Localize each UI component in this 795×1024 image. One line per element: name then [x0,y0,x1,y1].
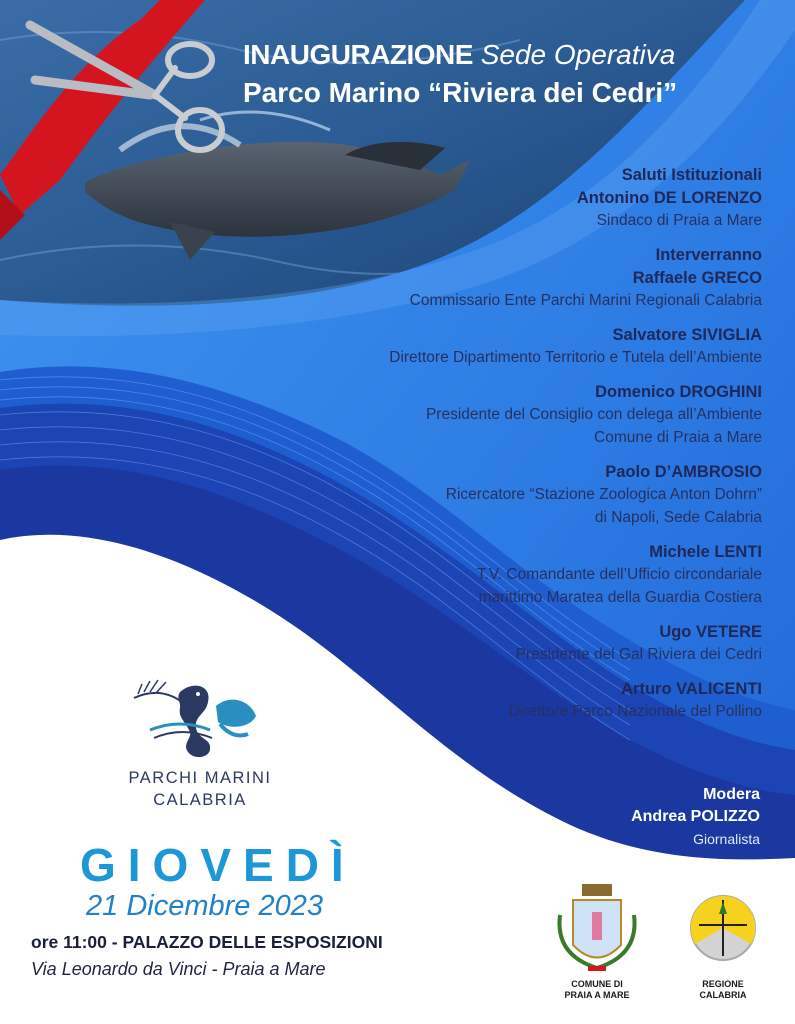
moderator-role: Giornalista [693,831,760,847]
speaker-role: Direttore Parco Nazionale del Pollino [508,703,762,720]
time-separator: - [106,932,123,952]
section-label: Interverranno [655,246,762,264]
event-day: GIOVEDÌ [80,839,356,891]
logo-text [100,767,300,811]
speaker-group [282,324,762,369]
speaker-group [282,244,762,312]
speaker-role: di Napoli, Sede Calabria [594,509,762,526]
comune-label [552,979,642,1001]
speaker-name: Antonino DE LORENZO [576,189,762,207]
speaker-name: Arturo VALICENTI [621,680,762,698]
speaker-role: Presidente del Gal Riviera dei Cedri [515,646,762,663]
logo-line-1: PARCHI MARINI [128,769,272,787]
regione-crest-icon [691,896,756,960]
regione-label-line-1: REGIONE [702,979,744,989]
regione-label-line-2: CALABRIA [699,990,747,1000]
moderator-block [460,784,760,850]
moderator-label: Modera [703,786,760,803]
title-bold: INAUGURAZIONE [243,39,473,70]
speaker-role: Direttore Dipartimento Territorio e Tutela dell’Ambiente [389,349,762,366]
title-italic: Sede Operativa [480,39,676,70]
speaker-group [282,164,762,232]
speaker-name: Ugo VETERE [659,623,762,641]
section-label: Saluti Istituzionali [621,166,762,184]
speaker-name: Raffaele GRECO [632,269,762,287]
speaker-group [282,678,762,723]
event-time: ore 11:00 [31,932,107,952]
speaker-group [282,381,762,449]
speaker-group [282,621,762,666]
page-subtitle: Parco Marino “Riviera dei Cedri” [243,77,678,108]
speaker-list [282,164,762,735]
speaker-role: T.V. Comandante dell’Ufficio circondariale [476,566,762,583]
speaker-role: Comune di Praia a Mare [594,429,762,446]
moderator-name: Andrea POLIZZO [631,808,760,825]
speaker-role: Commissario Ente Parchi Marini Regionali Calabria [409,292,762,309]
seahorse-logo-icon [120,672,280,762]
speaker-name: Paolo D’AMBROSIO [605,463,762,481]
event-venue: PALAZZO DELLE ESPOSIZIONI [122,932,383,952]
page-title [243,38,675,72]
comune-label-line-2: PRAIA A MARE [564,990,630,1000]
speaker-role: Presidente del Consiglio con delega all’Ambiente [425,406,762,423]
event-address: Via Leonardo da Vinci - Praia a Mare [31,959,326,979]
speaker-name: Michele LENTI [649,543,762,561]
comune-label-line-1: COMUNE DI [571,979,623,989]
speaker-group [282,461,762,529]
speaker-group [282,541,762,609]
event-date: 21 Dicembre 2023 [86,890,323,922]
logo-line-2: CALABRIA [153,791,247,809]
speaker-role: marittimo Maratea della Guardia Costiera [478,589,762,606]
speaker-name: Salvatore SIVIGLIA [612,326,762,344]
speaker-role: Ricercatore “Stazione Zoologica Anton Dohrn” [445,486,762,503]
regione-label [678,979,768,1001]
speaker-role: Sindaco di Praia a Mare [596,212,762,229]
speaker-name: Domenico DROGHINI [595,383,762,401]
event-time-venue [31,930,383,954]
